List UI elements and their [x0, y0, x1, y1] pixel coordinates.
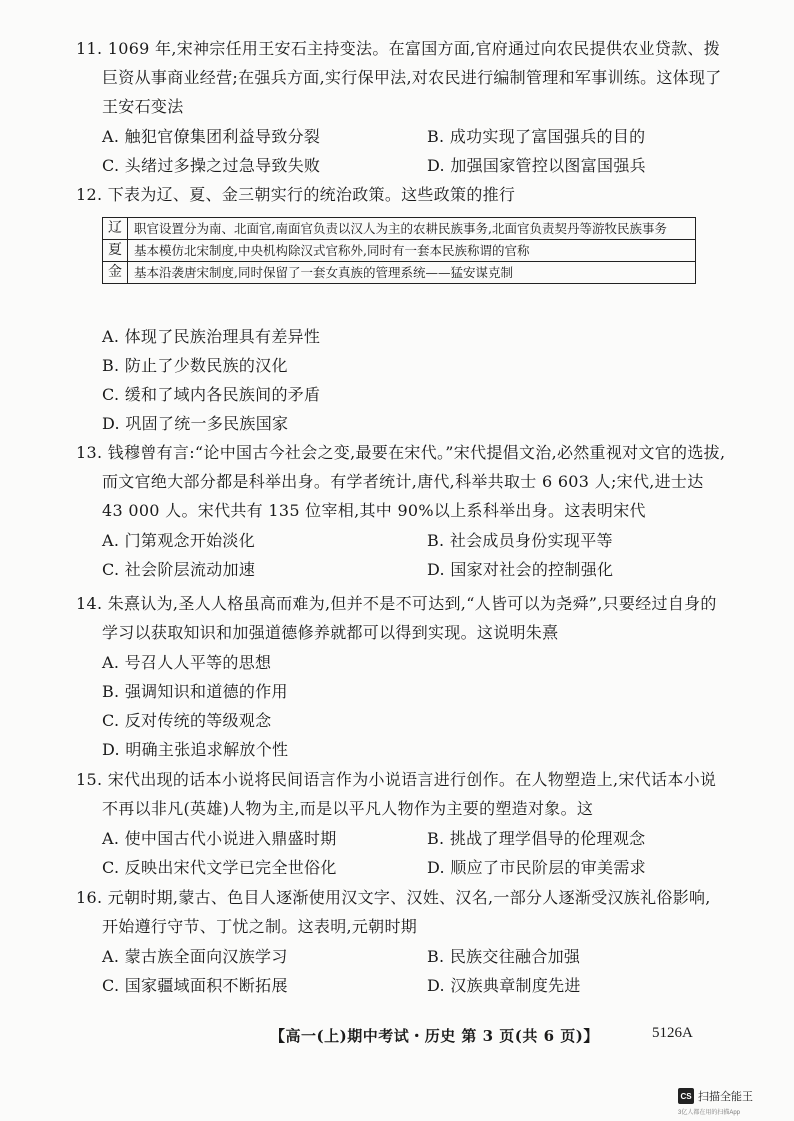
option-b: B. 强调知识和道德的作用: [102, 682, 288, 701]
option-c: C. 社会阶层流动加速: [102, 560, 256, 579]
option-b: B. 社会成员身份实现平等: [427, 531, 613, 550]
option-b: B. 挑战了理学倡导的伦理观念: [427, 829, 646, 848]
dynasty-cell: 夏: [103, 240, 128, 262]
option-c: C. 国家疆域面积不断拓展: [102, 976, 288, 995]
question-stem: 14. 朱熹认为,圣人人格虽高而难为,但并不是不可达到,“人皆可以为尧舜”,只要经过自身的学习以获取知识和加强道德修养就都可以得到实现。这说明朱熹: [76, 594, 717, 642]
option-d: D. 明确主张追求解放个性: [102, 740, 289, 759]
options: [76, 526, 726, 584]
dynasty-cell: 辽: [103, 218, 128, 240]
camscanner-logo-icon: CS: [678, 1088, 694, 1104]
option-a: A. 号召人人平等的思想: [102, 653, 272, 672]
question-stem: 15. 宋代出现的话本小说将民间语言作为小说语言进行创作。在人物塑造上,宋代话本小说不再以非凡(英雄)人物为主,而是以平凡人物作为主要的塑造对象。这: [76, 770, 717, 818]
option-d: D. 巩固了统一多民族国家: [102, 414, 289, 433]
question-stem: 16. 元朝时期,蒙古、色目人逐渐使用汉文字、汉姓、汉名,一部分人逐渐受汉族礼俗影响,开始遵行守节、丁忧之制。这表明,元朝时期: [76, 888, 711, 936]
option-c: C. 头绪过多操之过急导致失败: [102, 156, 321, 175]
question-15: [76, 765, 726, 882]
option-a: A. 使中国古代小说进入鼎盛时期: [102, 829, 337, 848]
policy-table: [102, 217, 696, 284]
option-b: B. 防止了少数民族的汉化: [102, 356, 288, 375]
question-16: [76, 883, 726, 1000]
question-13: [76, 438, 726, 584]
question-stem: 12. 下表为辽、夏、金三朝实行的统治政策。这些政策的推行: [76, 185, 516, 204]
dynasty-cell: 金: [103, 262, 128, 284]
question-14: [76, 589, 726, 764]
option-d: D. 汉族典章制度先进: [427, 976, 581, 995]
scanner-tagline: 3亿人都在用的扫描App: [678, 1110, 741, 1116]
policy-cell: 职官设置分为南、北面官,南面官负责以汉人为主的农耕民族事务,北面官负责契丹等游牧民族事务: [128, 218, 696, 240]
question-11: [76, 34, 726, 180]
scanner-name: 扫描全能王: [698, 1091, 753, 1103]
page-footer: 【高一(上)期中考试・历史 第 3 页(共 6 页)】: [270, 1027, 599, 1045]
question-12: [76, 180, 726, 209]
policy-cell: 基本沿袭唐宋制度,同时保留了一套女真族的管理系统——猛安谋克制: [128, 262, 696, 284]
paper-code: 5126A: [652, 1025, 693, 1041]
option-a: A. 体现了民族治理具有差异性: [102, 327, 321, 346]
policy-cell: 基本模仿北宋制度,中央机构除汉式官称外,同时有一套本民族称谓的官称: [128, 240, 696, 262]
option-c: C. 反对传统的等级观念: [102, 711, 272, 730]
question-stem: 11. 1069 年,宋神宗任用王安石主持变法。在富国方面,官府通过向农民提供农业贷款、拨巨资从事商业经营;在强兵方面,实行保甲法,对农民进行编制管理和军事训练。这体现了王安石变法: [76, 39, 722, 116]
option-c: C. 缓和了域内各民族间的矛盾: [102, 385, 321, 404]
options: [76, 122, 726, 180]
option-a: A. 触犯官僚集团利益导致分裂: [102, 127, 321, 146]
option-a: A. 门第观念开始淡化: [102, 531, 256, 550]
option-d: D. 国家对社会的控制强化: [427, 560, 614, 579]
question-12-options: [76, 322, 726, 438]
option-c: C. 反映出宋代文学已完全世俗化: [102, 858, 337, 877]
option-a: A. 蒙古族全面向汉族学习: [102, 947, 288, 966]
option-b: B. 成功实现了富国强兵的目的: [427, 127, 646, 146]
options: [76, 648, 726, 764]
table-row: [103, 218, 696, 240]
option-d: D. 加强国家管控以图富国强兵: [427, 156, 646, 175]
options: [76, 824, 726, 882]
options: [76, 942, 726, 1000]
scanner-watermark: [678, 1088, 753, 1104]
table-row: [103, 240, 696, 262]
option-b: B. 民族交往融合加强: [427, 947, 581, 966]
question-stem: 13. 钱穆曾有言:“论中国古今社会之变,最要在宋代。”宋代提倡文治,必然重视对文官的选拔,而文官绝大部分都是科举出身。有学者统计,唐代,科举共取士 6 603 人;宋代,进士达 43 000 人。宋代共有 135 位宰相,其中 90%以上系科举出身。这表明宋代: [76, 443, 726, 520]
table-row: [103, 262, 696, 284]
option-d: D. 顺应了市民阶层的审美需求: [427, 858, 646, 877]
